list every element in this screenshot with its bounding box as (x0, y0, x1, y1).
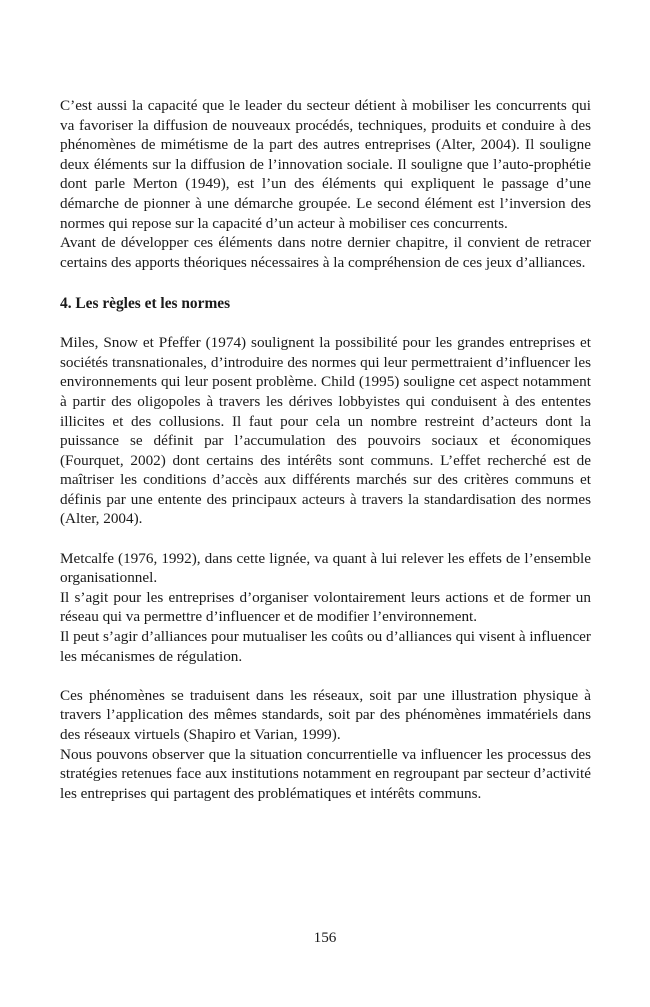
page-body (60, 96, 591, 803)
text-block (60, 686, 591, 804)
text-block (60, 333, 591, 529)
paragraph: Il peut s’agir d’alliances pour mutualiser les coûts ou d’alliances qui visent à influencer les mécanismes de régulation. (60, 628, 591, 665)
paragraph: Ces phénomènes se traduisent dans les réseaux, soit par une illustration physique à travers l’application des mêmes standards, soit par des phénomènes immatériels dans des réseaux virtuels (Shapiro et Varian, 1999). (60, 686, 591, 743)
paragraph: Metcalfe (1976, 1992), dans cette lignée, va quant à lui relever les effets de l’ensemble organisationnel. (60, 549, 591, 587)
page-number: 156 (313, 929, 337, 946)
paragraph: Avant de développer ces éléments dans notre dernier chapitre, il convient de retracer certains des apports théoriques nécessaires à la compréhension de ces jeux d’alliances. (60, 234, 591, 271)
text-block (60, 96, 591, 272)
paragraph: C’est aussi la capacité que le leader du secteur détient à mobiliser les concurrents qui va favoriser la diffusion de nouveaux procédés, techniques, produits et conduire à des phénomènes de mimétisme de la part des autres entreprises (Alter, 2004). Il souligne deux éléments sur la diffusion de l’innovation sociale. Il souligne que l’auto-prophétie dont parle Merton (1949), est l’un des éléments qui expliquent le passage d’une démarche de pionner à une démarche groupée. Le second élément est l’inversion des normes qui repose sur la capacité d’un acteur à mobiliser ces concurrents. (60, 97, 591, 232)
text-block (60, 549, 591, 667)
section-heading-wrapper (60, 292, 591, 314)
section-heading: 4. Les règles et les normes (60, 294, 231, 312)
paragraph: Miles, Snow et Pfeffer (1974) soulignent la possibilité pour les grandes entreprises et sociétés transnationales, d’introduire des normes qui leur permettraient d’influencer les environnements qui leur posent problème. Child (1995) souligne cet aspect notamment à partir des oligopoles à travers les dérives lobbyistes qui conduisent à des ententes illicites et des collusions. Il faut pour cela un nombre restreint d’acteurs dont la puissance se définit par l’accumulation des pouvoirs sociaux et économiques (Fourquet, 2002) dont certains des intérêts sont communs. L’effet recherché est de maîtriser les conditions d’accès aux différents marchés sur des critères communs et définis par une entente des principaux acteurs à travers la standardisation des normes (Alter, 2004). (60, 334, 591, 528)
paragraph: Il s’agit pour les entreprises d’organiser volontairement leurs actions et de former un réseau qui va permettre d’influencer et de modifier l’environnement. (60, 588, 591, 626)
paragraph: Nous pouvons observer que la situation concurrentielle va influencer les processus des stratégies retenues face aux institutions notamment en regroupant par secteur d’activité les entreprises qui partagent des problématiques et intérêts communs. (60, 745, 591, 802)
